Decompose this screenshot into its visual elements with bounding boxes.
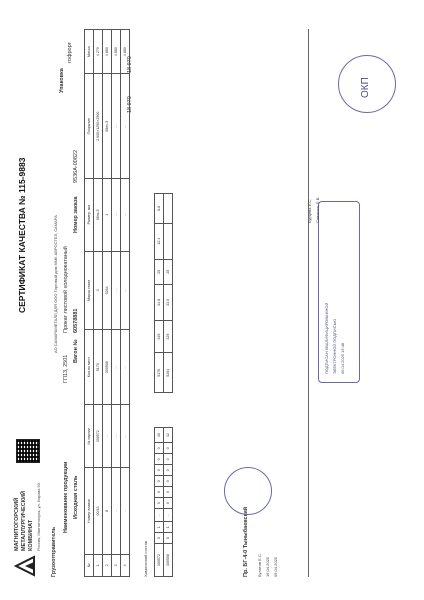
weight-b: 18 970	[127, 56, 133, 73]
packing-value: гофрорт	[67, 41, 73, 63]
header-cell: Номер плавки	[85, 468, 94, 554]
table-row: 5264 329 33.0 25	[164, 194, 173, 393]
table-row: 4 ... ... ... ... ... ... 4 880	[121, 30, 130, 577]
mechanical-table	[154, 193, 173, 393]
mmk-logo-icon	[14, 555, 36, 577]
product-label: Наименование продукции	[63, 461, 69, 533]
table-row: 5176 345 34.8 25 12.4 8-8	[155, 194, 164, 393]
product-table	[84, 29, 130, 577]
e-signature-box	[318, 201, 360, 383]
sign-line-3: 06.04.2025 15:48	[340, 342, 345, 374]
packing-label: Упаковка	[59, 68, 65, 93]
date-2: 09.04.2025	[273, 556, 278, 577]
order-label: Номер заказа	[73, 196, 79, 233]
right-signer-2: Сивоконь Е.В.	[315, 196, 320, 223]
table-row: 1 00/13 300572 5176 3 08пс-5 2.000×1250×2500 4 270	[94, 30, 103, 577]
company-name-3: КОМБИНАТ	[28, 519, 34, 551]
header-cell: Кол-во мест	[85, 330, 94, 405]
divider-line	[308, 29, 309, 577]
date-1: 16.04.2025	[265, 556, 270, 577]
weight-a: 18 970	[127, 96, 133, 113]
sign-line-2: ЭЛЕКТРОННОЙ ПОДПИСЬЮ	[332, 318, 337, 374]
sign-line-1: ПОДПИСАН КВАЛИФИЦИРОВАННОЙ	[324, 302, 329, 374]
table-row: 2 8 ... 300508 5264 1 08пс-5 4 880	[103, 30, 112, 577]
header-cell: Размер, мм	[85, 179, 94, 251]
product-name: Прокат листовой холоднокатаный	[63, 246, 69, 333]
table-row: 300508 8 1 ... 0 0 0 0 0 0 42	[164, 428, 173, 577]
qc-label: Пр. БГ-4-0 Тыныбаевский	[243, 506, 249, 577]
shipper-label: Грузоотправитель	[51, 526, 57, 577]
header-cell: № партии	[85, 405, 94, 468]
document-page	[8, 18, 416, 583]
seal-text: ОКП	[360, 77, 371, 98]
company-address: Россия, Магнитогорск, ул. Кирова 93	[36, 483, 41, 551]
header-cell: №	[85, 554, 94, 576]
rotated-content	[8, 18, 416, 583]
wagon-label: Вагон №	[73, 339, 79, 363]
responsible-name: Булатов Е.С.	[257, 553, 262, 577]
company-name-1: МАГНИТОГОРСКИЙ	[14, 497, 20, 551]
header-cell: Масса	[85, 30, 94, 74]
certificate-title: СЕРТИФИКАТ КАЧЕСТВА № 115-9883	[17, 157, 27, 313]
standard: ГП13, 2501	[63, 354, 69, 383]
consignee: АО САМАРАМЕТАЛЛ ДЛЯ ООО Торговый дом ММК АВРОСТЕЛ, САМАРА	[53, 215, 58, 353]
header-cell: Марка стали	[85, 251, 94, 330]
header-cell: Покрытие	[85, 74, 94, 179]
okp-seal-stamp	[338, 55, 396, 113]
wagon-no: 60578881	[73, 308, 79, 333]
qr-code-icon	[16, 439, 40, 463]
right-signer-1: Бурцева Е.С.	[307, 198, 312, 223]
order-no: 9536А-00822	[73, 149, 79, 183]
chem-label: Химический состав	[143, 541, 148, 577]
table-header-row	[85, 30, 94, 577]
table-row: 3 ... ... ... ... ... ... 4 880	[112, 30, 121, 577]
table-row: 300572 0 1 ... 0 0 0 0 0 0 40	[155, 428, 164, 577]
chemistry-table	[154, 427, 173, 577]
company-name-2: МЕТАЛЛУРГИЧЕСКИЙ	[21, 491, 27, 551]
round-seal-stamp	[224, 467, 272, 515]
source-label: Исходная сталь	[73, 475, 79, 519]
